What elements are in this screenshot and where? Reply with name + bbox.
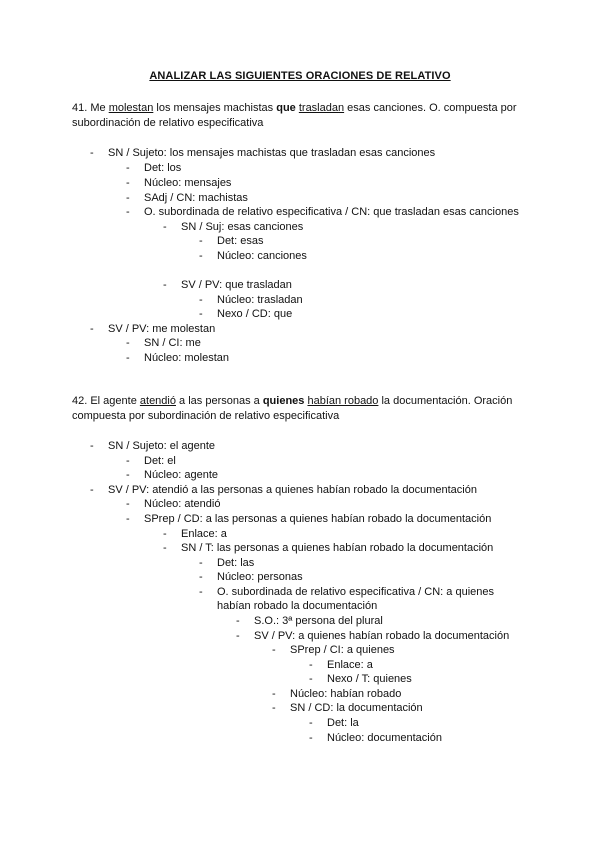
sentence-42-description: la documentación. Oración compuesta por subordinación de relativo especificativa: [72, 395, 513, 422]
analysis-item: - Det: los: [126, 162, 182, 174]
sentence-41-relative: que: [276, 102, 296, 114]
analysis-item: - Enlace: a: [309, 659, 373, 671]
sentence-42-paragraph: [72, 394, 532, 424]
sentence-41-sub-verb: trasladan: [298, 102, 345, 114]
analysis-item: - SN / T: las personas a quienes habían robado la documentación: [163, 542, 494, 554]
sentence-42-text: a las personas a: [175, 395, 263, 407]
sentence-42-sub-verb: habían robado: [307, 395, 379, 407]
analysis-item: - SN / Sujeto: los mensajes machistas que trasladan esas canciones: [90, 147, 436, 159]
analysis-item: - Núcleo: documentación: [309, 732, 442, 744]
analysis-item: - Det: el: [126, 455, 176, 467]
page-title: ANALIZAR LAS SIGUIENTES ORACIONES DE RELATIVO: [149, 70, 451, 82]
sentence-42-number: 42. El agente: [72, 395, 140, 407]
analysis-item: - Núcleo: mensajes: [126, 177, 232, 189]
analysis-item: - Det: las: [199, 557, 255, 569]
analysis-item: - SPrep / CI: a quienes: [272, 644, 395, 656]
analysis-item: - Det: la: [309, 717, 359, 729]
analysis-item: - SV / PV: me molestan: [90, 323, 216, 335]
analysis-item: - SN / CD: la documentación: [272, 702, 423, 714]
analysis-item: - Núcleo: canciones: [199, 250, 307, 262]
sentence-41-paragraph: [72, 101, 532, 131]
analysis-item: - SN / Sujeto: el agente: [90, 440, 216, 452]
analysis-item: - SV / PV: que trasladan: [163, 279, 292, 291]
analysis-item: - SN / Suj: esas canciones: [163, 221, 304, 233]
analysis-item: - Núcleo: agente: [126, 469, 218, 481]
analysis-item: - Nexo / CD: que: [199, 308, 293, 320]
analysis-item: - O. subordinada de relativo especificativa / CN: a quienes habían robado la documentación: [199, 586, 494, 612]
analysis-item: - Det: esas: [199, 235, 264, 247]
analysis-item: - Núcleo: atendió: [126, 498, 221, 510]
analysis-item: - Enlace: a: [163, 528, 227, 540]
sentence-42-main-verb: atendió: [139, 395, 176, 407]
sentence-42-relative: quienes: [262, 395, 305, 407]
analysis-item: - SAdj / CN: machistas: [126, 192, 248, 204]
sentence-41-description: esas canciones. O. compuesta por subordinación de relativo especificativa: [72, 102, 517, 129]
analysis-item: - SN / CI: me: [126, 337, 201, 349]
analysis-item: - O. subordinada de relativo especificativa / CN: que trasladan esas canciones: [126, 206, 519, 218]
analysis-item: - SV / PV: a quienes habían robado la documentación: [236, 630, 510, 642]
analysis-item: - Núcleo: personas: [199, 571, 303, 583]
sentence-41-main-verb: molestan: [108, 102, 154, 114]
sentence-41-number: 41. Me: [72, 102, 109, 114]
analysis-item: - Núcleo: trasladan: [199, 294, 303, 306]
analysis-item: - SV / PV: atendió a las personas a quienes habían robado la documentación: [90, 484, 477, 496]
analysis-item: - Nexo / T: quienes: [309, 673, 412, 685]
analysis-item: - Núcleo: molestan: [126, 352, 229, 364]
analysis-item: - S.O.: 3ª persona del plural: [236, 615, 383, 627]
analysis-item: - SPrep / CD: a las personas a quienes habían robado la documentación: [126, 513, 492, 525]
analysis-item: - Núcleo: habían robado: [272, 688, 402, 700]
sentence-41-text: los mensajes machistas: [153, 102, 277, 114]
